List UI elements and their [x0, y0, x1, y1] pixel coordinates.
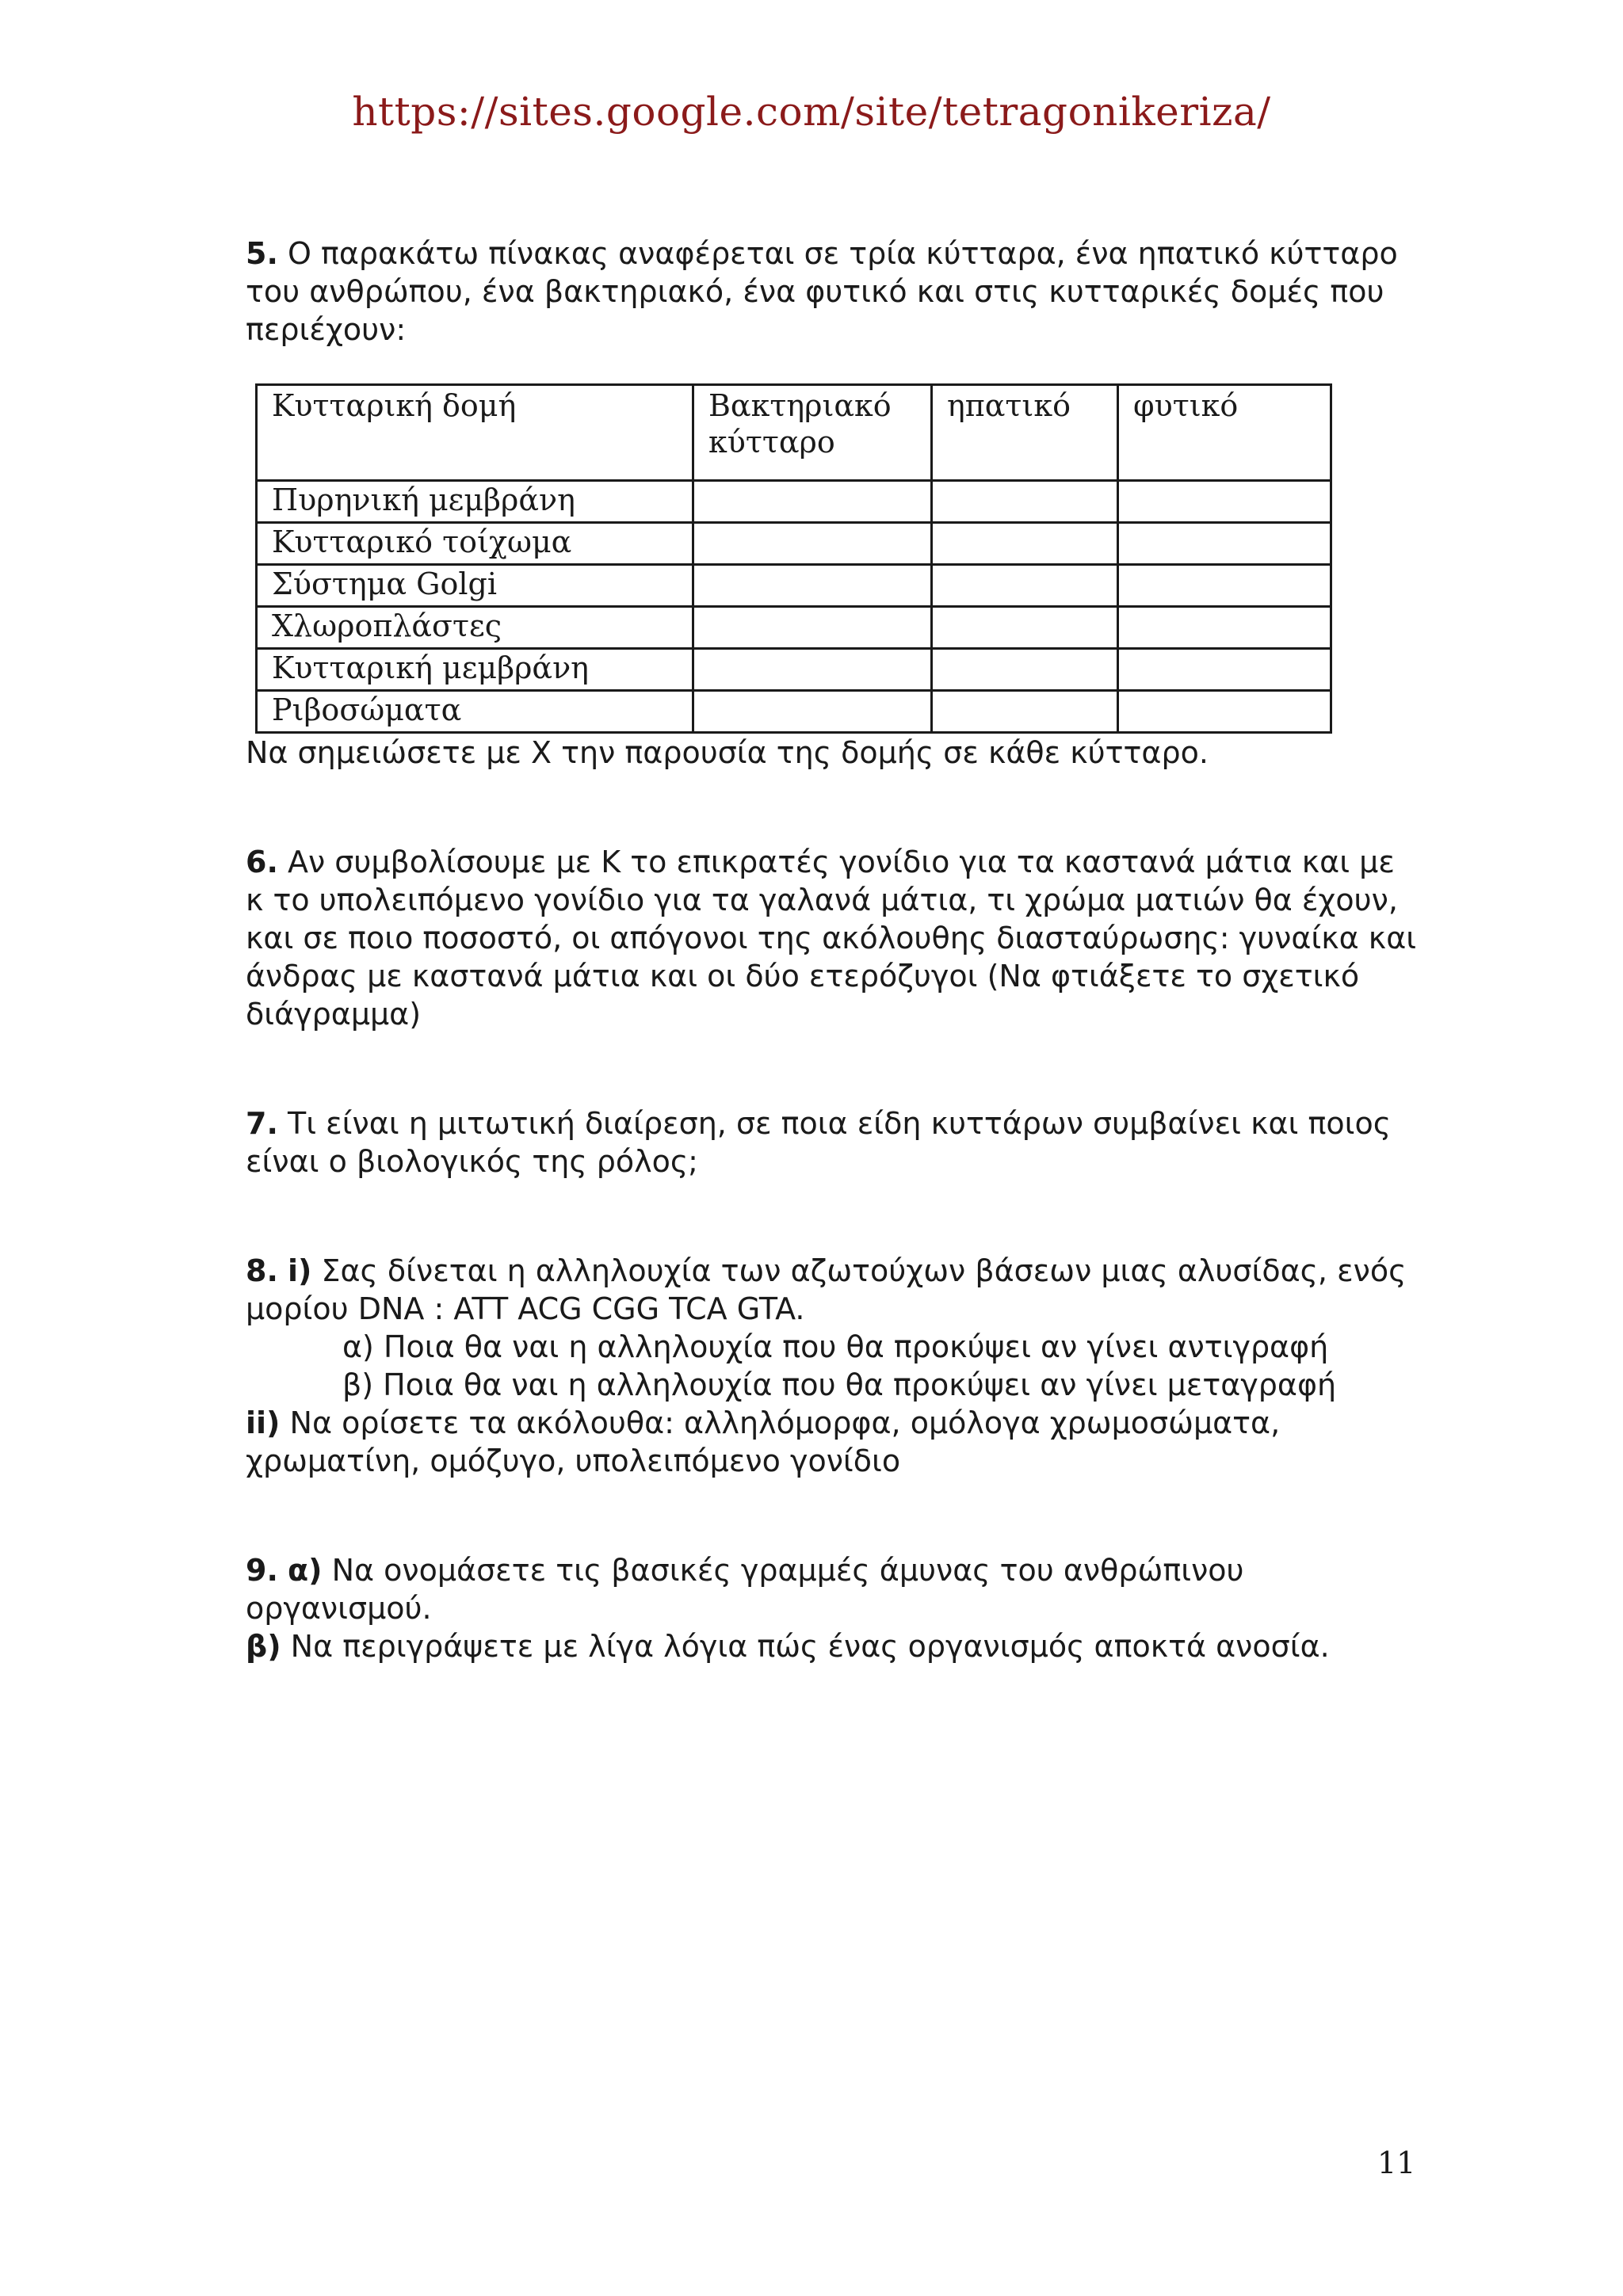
question-9-part-b-label: β) [246, 1629, 281, 1664]
question-8-part-i-text: Σας δίνεται η αλληλουχία των αζωτούχων βάσεων μιας αλυσίδας, ενός μορίου DNA : ATT ACG CGG TCA GTA. [246, 1253, 1407, 1326]
question-7-number: 7. [246, 1106, 278, 1141]
table-cell-empty [1118, 607, 1331, 649]
table-cell-empty [693, 649, 932, 691]
question-6-text: Αν συμβολίσουμε με Κ το επικρατές γονίδιο για τα καστανά μάτια και με κ το υπολειπόμενο γονίδιο για τα γαλανά μάτια, τι χρώμα ματιών θα έχουν, και σε ποιο ποσοστό, οι απόγονοι της ακόλουθης διασταύρωσης: γυναίκα και άνδρας με καστανά μάτια και οι δύο ετερόζυγοι (Να φτιάξετε το σχετικό διάγραμμα) [246, 845, 1417, 1032]
question-8-part-i [246, 1252, 1419, 1328]
table-cell-empty [1118, 481, 1331, 523]
question-5 [246, 235, 1419, 349]
question-8-part-ii [246, 1404, 1419, 1480]
table-cell-empty [932, 607, 1118, 649]
question-6 [246, 843, 1419, 1033]
table-cell-empty [932, 565, 1118, 607]
table-row [257, 691, 1331, 733]
table-cell-empty [1118, 649, 1331, 691]
table-cell-empty [932, 523, 1118, 565]
header-url[interactable]: https://sites.google.com/site/tetragonikeriza/ [352, 89, 1271, 135]
table-header-plant: φυτικό [1118, 385, 1331, 481]
question-8-sub-b: β) Ποια θα ναι η αλληλουχία που θα προκύψει αν γίνει μεταγραφή [342, 1367, 1337, 1402]
table-header-liver: ηπατικό [932, 385, 1118, 481]
table-row [257, 649, 1331, 691]
question-7 [246, 1104, 1419, 1180]
question-9-part-a [246, 1551, 1419, 1627]
table-row [257, 523, 1331, 565]
table-row-label: Κυτταρική μεμβράνη [257, 649, 693, 691]
question-8-part-ii-text: Να ορίσετε τα ακόλουθα: αλληλόμορφα, ομόλογα χρωμοσώματα, χρωματίνη, ομόζυγο, υπολειπόμενο γονίδιο [246, 1405, 1281, 1478]
table-cell-empty [693, 607, 932, 649]
page-content [246, 235, 1419, 1665]
spacer [246, 772, 1419, 843]
table-cell-empty [932, 649, 1118, 691]
table-row [257, 565, 1331, 607]
question-9-number: 9. [246, 1553, 278, 1588]
table-row-label: Κυτταρικό τοίχωμα [257, 523, 693, 565]
question-9-part-b [246, 1627, 1419, 1665]
question-8-part-ii-label: ii) [246, 1405, 281, 1440]
table-cell-empty [1118, 565, 1331, 607]
question-8-sub-a: α) Ποια θα ναι η αλληλουχία που θα προκύψει αν γίνει αντιγραφή [342, 1329, 1329, 1364]
question-5-number: 5. [246, 236, 278, 271]
table-cell-empty [693, 523, 932, 565]
table-row [257, 607, 1331, 649]
question-9-part-b-text: Να περιγράψετε με λίγα λόγια πώς ένας οργανισμός αποκτά ανοσία. [290, 1629, 1330, 1664]
table-cell-empty [1118, 523, 1331, 565]
question-6-number: 6. [246, 845, 278, 879]
spacer [246, 1180, 1419, 1252]
table-header-bacterial: Βακτηριακό κύτταρο [693, 385, 932, 481]
question-5-note: Να σημειώσετε με Χ την παρουσία της δομής σε κάθε κύτταρο. [246, 735, 1209, 770]
table-row-label: Σύστημα Golgi [257, 565, 693, 607]
question-8-part-i-label: i) [287, 1253, 312, 1288]
table-cell-empty [932, 481, 1118, 523]
question-7-text: Τι είναι η μιτωτική διαίρεση, σε ποια είδη κυττάρων συμβαίνει και ποιος είναι ο βιολογικός της ρόλος; [246, 1106, 1392, 1179]
table-header-structure: Κυτταρική δομή [257, 385, 693, 481]
question-8-number: 8. [246, 1253, 278, 1288]
question-9-part-a-label: α) [287, 1553, 323, 1588]
page-number: 11 [1377, 2145, 1416, 2180]
question-5-text: Ο παρακάτω πίνακας αναφέρεται σε τρία κύτταρα, ένα ηπατικό κύτταρο του ανθρώπου, ένα βακτηριακό, ένα φυτικό και στις κυτταρικές δομές που περιέχουν: [246, 236, 1398, 347]
table-cell-empty [693, 691, 932, 733]
cell-structures-table [255, 383, 1332, 734]
table-cell-empty [1118, 691, 1331, 733]
table-row-label: Ριβοσώματα [257, 691, 693, 733]
question-9-part-a-text: Να ονομάσετε τις βασικές γραμμές άμυνας του ανθρώπινου οργανισμού. [246, 1553, 1244, 1626]
table-header-row [257, 385, 1331, 481]
spacer [246, 1033, 1419, 1104]
table-cell-empty [693, 481, 932, 523]
table-row-label: Πυρηνική μεμβράνη [257, 481, 693, 523]
table-cell-empty [693, 565, 932, 607]
table-row-label: Χλωροπλάστες [257, 607, 693, 649]
table-cell-empty [932, 691, 1118, 733]
table-row [257, 481, 1331, 523]
spacer [246, 1480, 1419, 1551]
